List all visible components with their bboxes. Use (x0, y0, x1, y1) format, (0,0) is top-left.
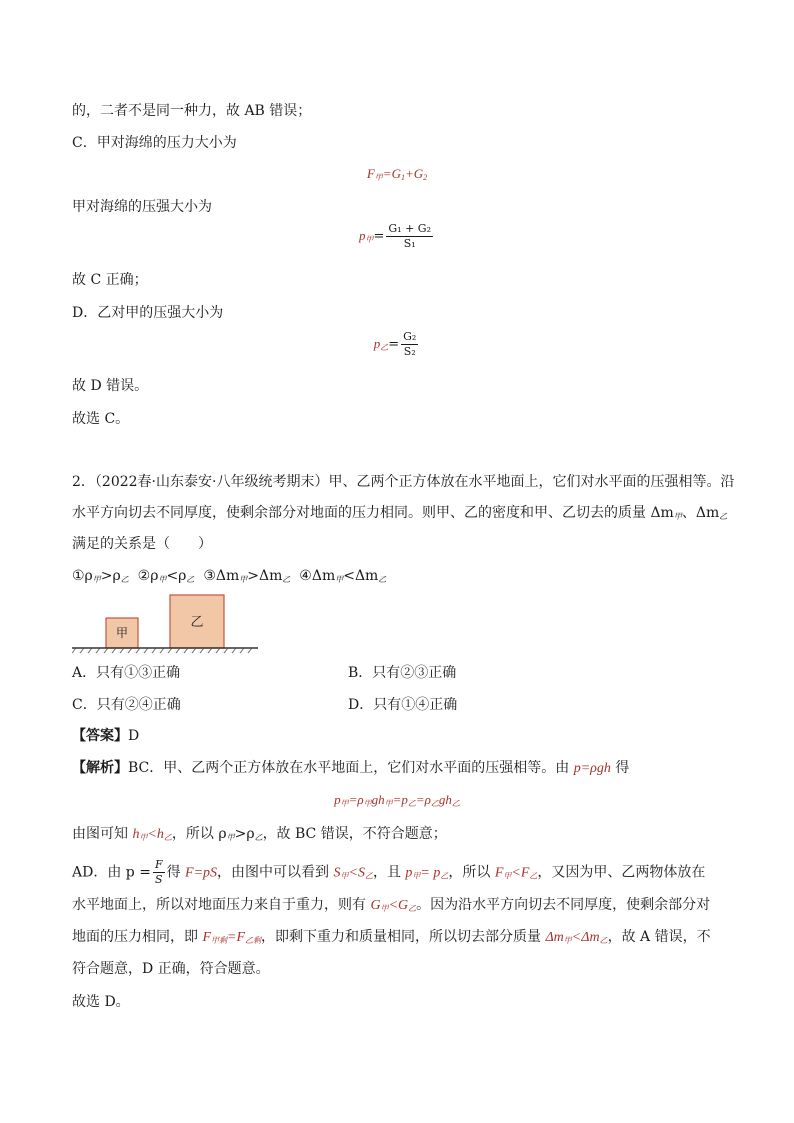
question-number: 2． (72, 474, 95, 490)
relation-3-mid: >Δm (247, 568, 283, 584)
analysis-text-1a: BC．甲、乙两个正方体放在水平地面上，它们对水平面的压强相等。由 (128, 760, 574, 776)
relation-1-mid: >ρ (100, 568, 121, 584)
l2-sub-3: 甲 (226, 833, 235, 842)
eq2-sub: 甲 (365, 235, 374, 244)
l5-text-a: 地面的压力相同，即 (72, 929, 203, 945)
l3-denominator: S (155, 873, 163, 886)
relation-3-sub-b: 乙 (282, 575, 291, 584)
l2-text-b: ，所以 ρ (171, 826, 227, 842)
eq4-m2: gh (371, 792, 385, 807)
relation-1: ①ρ (72, 568, 93, 584)
eq4-sub-1: 甲 (340, 799, 349, 808)
l5-sub-3: 甲 (563, 936, 572, 945)
l3-p-var: p (405, 865, 413, 881)
eq4-m5: gh (438, 792, 452, 807)
l2-text-c: ，故 BC 错误，不符合题意； (262, 826, 447, 842)
eq4-p: p (334, 792, 341, 807)
l2-sub-4: 乙 (254, 833, 263, 842)
block-yi-label: 乙 (190, 615, 204, 630)
l2-gt: >ρ (234, 826, 255, 842)
eq4-m4: =ρ (415, 792, 431, 807)
l3-F: F (494, 865, 504, 881)
question-source: （2022春·山东泰安·八年级统考期末） (94, 474, 329, 490)
l5-sub-4: 乙 (599, 936, 608, 945)
stem2-text: 水平方向切去不同厚度，使剩余部分对地面的压力相同。则甲、乙的密度和甲、乙切去的质量 Δm (72, 505, 674, 521)
eq4-sub-5: 乙 (430, 799, 439, 808)
l5-text-c: ，故 A 错误，不 (607, 929, 711, 945)
l4-text-b: 。因为沿水平方向切去不同厚度，使剩余部分对 (416, 897, 711, 913)
relations-line (72, 566, 386, 590)
eq2-fraction (386, 222, 433, 251)
l3-numerator: F (154, 858, 163, 871)
analysis-text-1b: 得 (610, 760, 630, 776)
block-jia-label: 甲 (115, 626, 129, 640)
relation-4-sub-b: 乙 (378, 575, 387, 584)
option-d-heading: D．乙对甲的压强大小为 (72, 305, 224, 321)
equation-pressure-equal (0, 792, 794, 809)
l2-sub-1: 甲 (139, 833, 148, 842)
l3-text-c: ，所以 (448, 864, 495, 881)
equation-pressure-jia (0, 222, 794, 251)
l5-sub-2: 乙剩 (245, 936, 262, 945)
l4-lt: <G (388, 898, 409, 913)
eq3-lhs: p (373, 336, 381, 351)
equation-pressure-yi (0, 330, 794, 359)
option-d[interactable]: D．只有①④正确 (348, 697, 458, 713)
eq1-sub: 甲 (374, 173, 383, 182)
answer-label: 【答案】 (72, 728, 128, 744)
prev-line-1: 的，二者不是同一种力，故 AB 错误； (72, 103, 312, 119)
l3-sub-6: 乙 (529, 871, 538, 881)
l3-fraction (153, 858, 165, 887)
question-2-stem-line-1 (72, 472, 734, 492)
relation-3-sub-a: 甲 (239, 575, 248, 584)
analysis-formula-pgh: p=ρgh (573, 761, 611, 776)
l4-sub-1: 甲 (380, 904, 389, 913)
l3-text-a: ，由图中可以看到 (217, 864, 334, 881)
l3-lt: <S (348, 865, 365, 881)
eq2-eq: = (373, 229, 385, 244)
relation-1-sub-a: 甲 (92, 575, 101, 584)
stem2-sub-jia: 甲 (673, 512, 682, 521)
option-d-result: 故 D 错误。 (72, 378, 149, 394)
question-stem-1: 甲、乙两个正方体放在水平地面上，它们对水平面的压强相等。沿 (328, 474, 735, 490)
relation-4-sub-a: 甲 (335, 575, 344, 584)
eq4-sub-4: 乙 (407, 799, 416, 808)
l3-get: 得 (166, 864, 186, 881)
eq3-denominator: S₂ (403, 345, 416, 358)
l4-sub-2: 乙 (408, 904, 417, 913)
analysis-line-2 (72, 824, 447, 848)
option-b[interactable]: B．只有②③正确 (348, 665, 457, 681)
l5-lt: <Δm (571, 930, 600, 945)
eq2-denominator: S₁ (403, 237, 416, 250)
relation-4-mid: <Δm (343, 568, 379, 584)
relation-4: ④Δm (299, 568, 336, 584)
relation-3: ③Δm (203, 568, 240, 584)
prev-choose: 故选 C。 (72, 411, 130, 427)
eq1-plus: +G (404, 166, 424, 181)
l2-lt: <h (147, 827, 164, 842)
stem2-sub-yi: 乙 (719, 512, 728, 521)
analysis-choose: 故选 D。 (72, 994, 130, 1010)
question-2-stem-line-2 (72, 503, 727, 527)
eq2-numerator: G₁ + G₂ (388, 222, 431, 235)
l3-sub-2: 乙 (364, 871, 373, 881)
l3-sub-5: 甲 (503, 871, 512, 881)
l4-G: G (370, 898, 381, 913)
l5-F: F (202, 930, 212, 945)
blocks-diagram (72, 590, 262, 654)
eq4-sub-2: 甲 (363, 799, 372, 808)
eq1-g2-sub: 2 (423, 173, 428, 182)
l3-lt2: <F (511, 865, 530, 881)
l4-text-a: 水平地面上，所以对地面压力来自于重力，则有 (72, 897, 371, 913)
answer-line (72, 726, 139, 746)
l3-sub-1: 甲 (340, 871, 349, 881)
question-2-stem-line-3: 满足的关系是（ ） (72, 536, 212, 552)
eq2-lhs: p (358, 228, 366, 243)
option-c-heading: C．甲对海绵的压力大小为 (72, 135, 237, 151)
analysis-line-4 (72, 895, 710, 919)
option-c-result: 故 C 正确； (72, 272, 148, 288)
l5-text-b: ，即剩下重力和质量相同，所以切去部分质量 (261, 929, 546, 945)
l2-text-a: 由图可知 (72, 826, 133, 842)
analysis-line-5 (72, 927, 711, 951)
l2-h: h (132, 827, 140, 842)
analysis-label: 【解析】 (72, 760, 128, 776)
equation-force-jia (0, 166, 794, 183)
l3-p: p = (125, 864, 151, 881)
eq3-fraction (401, 330, 418, 359)
l3-text-d: ，又因为甲、乙两物体放在 (537, 864, 706, 881)
answer-value: D (128, 728, 140, 744)
l3-sub-4: 乙 (440, 871, 449, 881)
eq4-m1: =ρ (348, 792, 364, 807)
l5-sub-1: 甲剩 (211, 936, 228, 945)
eq4-m3: =p (392, 792, 408, 807)
analysis-line-1 (72, 758, 629, 779)
option-c-pressure-text: 甲对海绵的压强大小为 (72, 199, 212, 215)
option-a[interactable]: A．只有①③正确 (72, 665, 181, 681)
relation-1-sub-b: 乙 (120, 575, 129, 584)
eq3-eq: = (388, 337, 400, 352)
eq1-lhs: F (366, 166, 375, 181)
relation-2: ②ρ (137, 568, 159, 584)
analysis-line-3 (72, 858, 705, 887)
option-c[interactable]: C．只有②④正确 (72, 697, 181, 713)
eq1-rhs: =G (382, 166, 401, 181)
l5-eq: =F (227, 930, 246, 945)
eq1-g1-sub: 1 (400, 173, 405, 182)
eq3-numerator: G₂ (403, 330, 417, 343)
relation-2-sub-a: 甲 (158, 575, 167, 584)
relation-2-mid: <ρ (166, 568, 187, 584)
l3-head: AD．由 (72, 864, 126, 881)
relation-2-sub-b: 乙 (186, 575, 195, 584)
l5-dm: Δm (545, 930, 564, 945)
eq4-sub-6: 乙 (451, 799, 460, 808)
eq4-sub-3: 甲 (384, 799, 393, 808)
l3-text-b: ，且 (372, 864, 406, 881)
l3-sub-3: 甲 (412, 871, 421, 881)
eq3-sub: 乙 (380, 343, 389, 352)
l2-sub-2: 乙 (163, 833, 172, 842)
l3-formula: F=pS (185, 865, 218, 881)
stem2-text-b: 、Δm (681, 505, 720, 521)
analysis-line-6: 符合题意，D 正确，符合题意。 (72, 961, 270, 977)
l3-S: S (333, 865, 341, 881)
l3-eq: = p (420, 865, 441, 881)
